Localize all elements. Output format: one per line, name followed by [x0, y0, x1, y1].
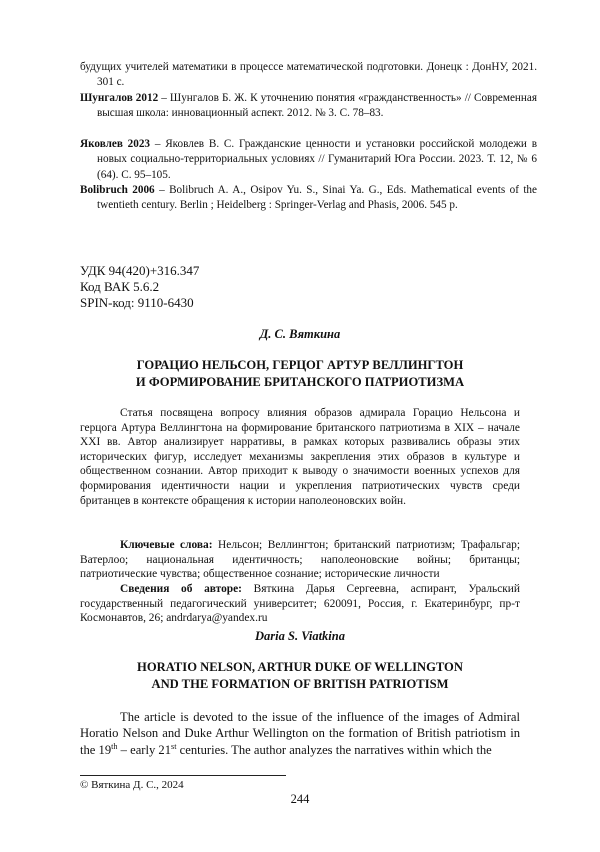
abstract-text: The article is devoted to the issue of the influence of the images of Admiral Horatio Nelson and Duke Arthur Wellington on the formation of British patriotism in the 19 [80, 710, 520, 757]
reference-entry [80, 137, 537, 183]
abstract-text: – early 21 [118, 743, 172, 757]
reference-entry [80, 91, 537, 122]
abstract-en [80, 709, 520, 758]
keywords-label: Ключевые слова: [120, 539, 213, 551]
author-info-label: Сведения об авторе: [120, 583, 242, 595]
article-author-ru: Д. С. Вяткина [0, 327, 600, 342]
abstract-text: centuries. The author analyzes the narratives within which the [177, 743, 492, 757]
reference-entry [80, 183, 537, 214]
article-author-en: Daria S. Viatkina [0, 629, 600, 644]
reference-author: Bolibruch 2006 [80, 184, 155, 196]
reference-author: Яковлев 2023 [80, 138, 150, 150]
reference-text: – Шунгалов Б. Ж. К уточнению понятия «гражданственность» // Современная высшая школа: инновационный аспект. 2012. № 3. С. 78–83. [97, 92, 537, 119]
title-line: HORATIO NELSON, ARTHUR DUKE OF WELLINGTON [80, 659, 520, 676]
superscript: st [171, 742, 176, 751]
superscript: th [111, 742, 117, 751]
abstract-ru: Статья посвящена вопросу влияния образов адмирала Горацио Нельсона и герцога Артура Веллингтона на формирование британского патриотизма в XIX – начале XXI вв. Автор анализирует нарративы, в рамках которых развивались образы этих исторических фигур, исследует механизмы закрепления этих образов в культуре и общественном сознании. Автор приходит к выводу о значимости военных успехов для формирования идентичности нации и укрепления патриотических чувств среди британцев в контексте обращения к истории наполеоновских войн. [80, 406, 520, 508]
udk-code: УДК 94(420)+316.347 [80, 262, 199, 279]
copyright-note: © Вяткина Д. С., 2024 [80, 779, 184, 791]
page-number: 244 [0, 792, 600, 807]
reference-entry [80, 60, 537, 91]
title-line: И ФОРМИРОВАНИЕ БРИТАНСКОГО ПАТРИОТИЗМА [80, 374, 520, 391]
reference-text: будущих учителей математики в процессе математической подготовки. Донецк : ДонНУ, 2021. 301 с. [80, 61, 537, 88]
keywords-ru [80, 538, 520, 582]
reference-text: – Bolibruch A. A., Osipov Yu. S., Sinai Ya. G., Eds. Mathematical events of the twentieth century. Berlin ; Heidelberg : Springer-Verlag and Phasis, 2006. 545 p. [97, 184, 537, 211]
article-title-en [80, 659, 520, 693]
author-info-text: Вяткина Дарья Сергеевна, аспирант, Уральский государственный педагогический университет; 620091, Россия, г. Екатеринбург, пр-т Космонавтов, 26; andrdarya@yandex.ru [80, 583, 520, 624]
title-line: AND THE FORMATION OF BRITISH PATRIOTISM [80, 676, 520, 693]
author-info-ru [80, 582, 520, 626]
keywords-text: Нельсон; Веллингтон; британский патриотизм; Трафальгар; Ватерлоо; национальная идентичность; наполеоновские войны; британцы; патриотические чувства; общественное сознание; исторические личности [80, 539, 520, 580]
paper-page [0, 0, 600, 852]
reference-author: Шунгалов 2012 [80, 92, 158, 104]
vak-code: Код ВАК 5.6.2 [80, 278, 159, 295]
title-line: ГОРАЦИО НЕЛЬСОН, ГЕРЦОГ АРТУР ВЕЛЛИНГТОН [80, 357, 520, 374]
reference-text: – Яковлев В. С. Гражданские ценности и установки российской молодежи в новых социально-территориальных условиях // Гуманитарий Юга России. 2023. Т. 12, № 6 (64). С. 95–105. [97, 138, 537, 181]
article-title-ru [80, 357, 520, 391]
footnote-divider [80, 775, 286, 776]
spin-code: SPIN-код: 9110-6430 [80, 294, 194, 311]
